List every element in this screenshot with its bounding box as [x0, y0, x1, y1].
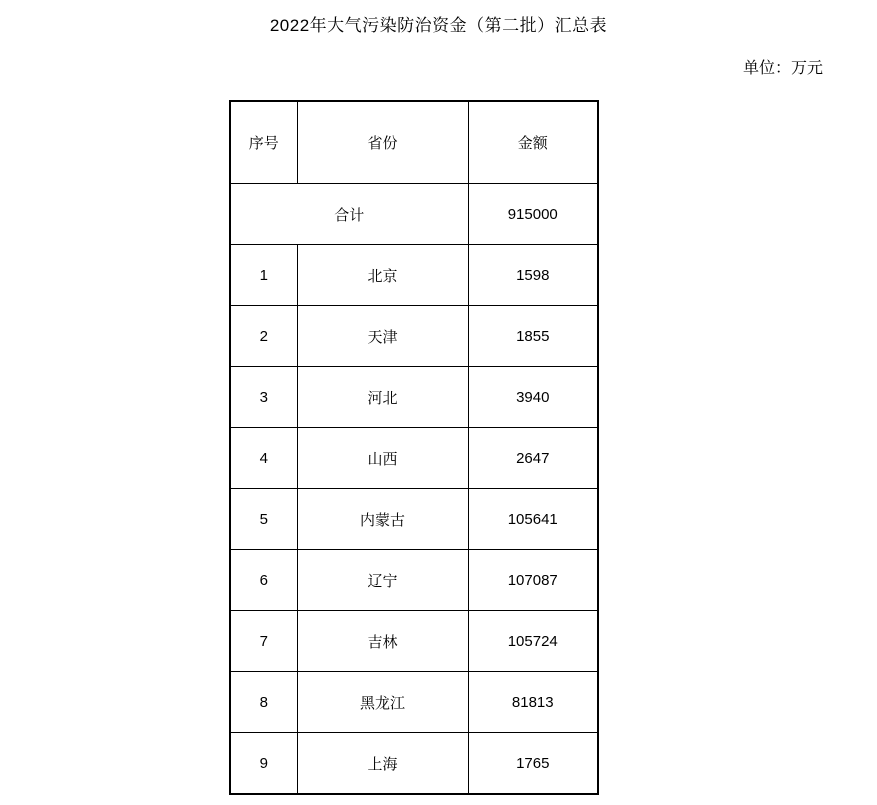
amount-cell: 1855 [468, 306, 598, 367]
table-row [230, 550, 598, 611]
amount-cell: 3940 [468, 367, 598, 428]
seq-cell: 9 [230, 733, 297, 795]
seq-cell: 2 [230, 306, 297, 367]
seq-cell: 7 [230, 611, 297, 672]
seq-cell: 1 [230, 245, 297, 306]
province-cell: 吉林 [297, 611, 468, 672]
table-row [230, 733, 598, 795]
province-cell: 山西 [297, 428, 468, 489]
total-row [230, 184, 598, 245]
province-cell: 北京 [297, 245, 468, 306]
seq-cell: 8 [230, 672, 297, 733]
table-header-row [230, 101, 598, 184]
amount-cell: 105724 [468, 611, 598, 672]
province-cell: 上海 [297, 733, 468, 795]
province-cell: 河北 [297, 367, 468, 428]
total-amount-cell: 915000 [468, 184, 598, 245]
province-cell: 黑龙江 [297, 672, 468, 733]
amount-cell: 105641 [468, 489, 598, 550]
province-cell: 内蒙古 [297, 489, 468, 550]
header-seq: 序号 [230, 101, 297, 184]
amount-cell: 81813 [468, 672, 598, 733]
seq-cell: 5 [230, 489, 297, 550]
table-row [230, 367, 598, 428]
table-row [230, 245, 598, 306]
header-province: 省份 [297, 101, 468, 184]
table-row [230, 428, 598, 489]
province-cell: 天津 [297, 306, 468, 367]
seq-cell: 3 [230, 367, 297, 428]
amount-cell: 1765 [468, 733, 598, 795]
province-cell: 辽宁 [297, 550, 468, 611]
seq-cell: 6 [230, 550, 297, 611]
table-row [230, 611, 598, 672]
amount-cell: 2647 [468, 428, 598, 489]
table-row [230, 672, 598, 733]
table-row [230, 489, 598, 550]
table-row [230, 306, 598, 367]
amount-cell: 107087 [468, 550, 598, 611]
seq-cell: 4 [230, 428, 297, 489]
page-title: 2022年大气污染防治资金（第二批）汇总表 [269, 16, 608, 35]
amount-cell: 1598 [468, 245, 598, 306]
header-amount: 金额 [468, 101, 598, 184]
unit-label: 单位：万元 [742, 60, 823, 77]
total-label-cell: 合计 [230, 184, 468, 245]
summary-table [229, 100, 599, 795]
